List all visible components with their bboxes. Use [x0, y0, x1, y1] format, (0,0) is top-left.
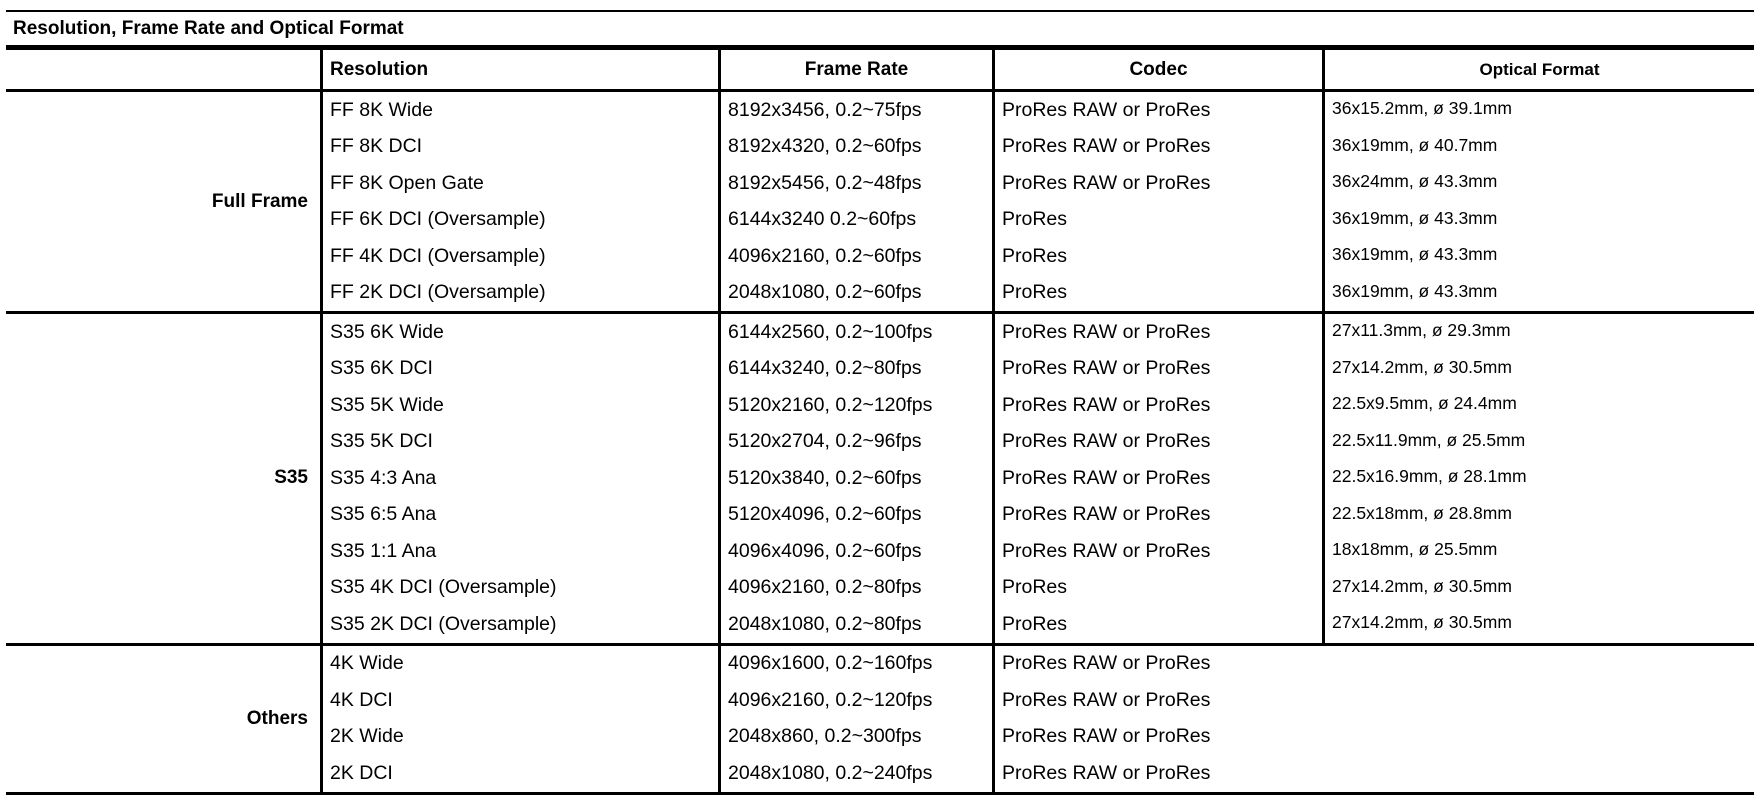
optical-format-cell: 36x19mm, ø 43.3mm [1332, 244, 1498, 264]
codec-cell: ProRes RAW or ProRes [1002, 466, 1211, 489]
frame-rate-cell: 5120x2704, 0.2~96fps [728, 430, 922, 453]
optical-format-cell: 27x14.2mm, ø 30.5mm [1332, 612, 1512, 632]
codec-cell: ProRes RAW or ProRes [1002, 171, 1211, 194]
resolution-cell: 2K Wide [330, 725, 404, 748]
codec-cell: ProRes RAW or ProRes [1002, 539, 1211, 562]
frame-rate-column [718, 314, 992, 643]
optical-format-column [1322, 314, 1754, 643]
frame-rate-column [718, 646, 992, 792]
codec-cell: ProRes RAW or ProRes [1002, 393, 1211, 416]
codec-column [992, 646, 1322, 792]
group-label: Full Frame [211, 190, 308, 212]
group-label: Others [246, 707, 308, 729]
optical-format-column [1322, 646, 1754, 792]
resolution-cell: S35 5K DCI [330, 430, 433, 453]
resolution-cell: FF 2K DCI (Oversample) [330, 281, 546, 304]
frame-rate-cell: 2048x860, 0.2~300fps [728, 725, 922, 748]
header-optical-format: Optical Format [1322, 50, 1754, 92]
frame-rate-cell: 6144x2560, 0.2~100fps [728, 320, 933, 343]
codec-cell: ProRes [1002, 612, 1068, 635]
frame-rate-cell: 6144x3240, 0.2~80fps [728, 357, 922, 380]
codec-column [992, 92, 1322, 311]
optical-format-cell: 36x19mm, ø 40.7mm [1332, 134, 1498, 155]
optical-format-cell: 22.5x18mm, ø 28.8mm [1332, 502, 1512, 523]
resolution-cell: S35 6:5 Ana [330, 503, 437, 526]
resolution-column [320, 92, 718, 311]
table-body [6, 92, 1754, 795]
resolution-cell: FF 4K DCI (Oversample) [330, 244, 546, 267]
frame-rate-cell: 8192x4320, 0.2~60fps [728, 135, 922, 158]
resolution-cell: S35 6K DCI [330, 357, 433, 380]
frame-rate-cell: 4096x2160, 0.2~80fps [728, 576, 922, 599]
group-section [6, 646, 1754, 795]
group-section [6, 92, 1754, 314]
optical-format-cell: 27x14.2mm, ø 30.5mm [1332, 575, 1512, 596]
optical-format-cell: 22.5x11.9mm, ø 25.5mm [1332, 429, 1526, 450]
resolution-column [320, 646, 718, 792]
resolution-cell: 4K Wide [330, 652, 404, 675]
resolution-cell: S35 1:1 Ana [330, 539, 437, 562]
frame-rate-cell: 2048x1080, 0.2~80fps [728, 612, 922, 635]
optical-format-cell [1322, 646, 1754, 683]
frame-rate-cell: 5120x2160, 0.2~120fps [728, 393, 933, 416]
resolution-cell: FF 8K Open Gate [330, 171, 484, 194]
group-label: S35 [274, 467, 308, 489]
optical-format-cell: 36x15.2mm, ø 39.1mm [1332, 98, 1512, 118]
codec-cell: ProRes RAW or ProRes [1002, 135, 1211, 158]
codec-cell: ProRes RAW or ProRes [1002, 761, 1211, 784]
resolution-cell: S35 4:3 Ana [330, 466, 437, 489]
frame-rate-cell: 4096x2160, 0.2~60fps [728, 244, 922, 267]
frame-rate-cell: 5120x3840, 0.2~60fps [728, 466, 922, 489]
codec-cell: ProRes RAW or ProRes [1002, 320, 1211, 343]
header-row [6, 50, 1754, 92]
resolution-cell: FF 6K DCI (Oversample) [330, 208, 546, 231]
optical-format-cell: 36x19mm, ø 43.3mm [1332, 280, 1498, 301]
codec-cell: ProRes RAW or ProRes [1002, 725, 1211, 748]
frame-rate-cell: 5120x4096, 0.2~60fps [728, 503, 922, 526]
frame-rate-cell: 8192x5456, 0.2~48fps [728, 171, 922, 194]
frame-rate-cell: 2048x1080, 0.2~60fps [728, 281, 922, 304]
table-title: Resolution, Frame Rate and Optical Format [6, 10, 1754, 50]
optical-format-cell [1322, 719, 1754, 756]
codec-cell: ProRes RAW or ProRes [1002, 98, 1211, 121]
frame-rate-cell: 4096x4096, 0.2~60fps [728, 539, 922, 562]
optical-format-column [1322, 92, 1754, 311]
optical-format-cell: 27x11.3mm, ø 29.3mm [1332, 320, 1511, 340]
resolution-cell: S35 2K DCI (Oversample) [330, 612, 557, 635]
codec-cell: ProRes [1002, 208, 1068, 231]
resolution-cell: FF 8K Wide [330, 98, 433, 121]
optical-format-cell: 27x14.2mm, ø 30.5mm [1332, 356, 1512, 377]
header-codec: Codec [992, 50, 1322, 92]
frame-rate-cell: 2048x1080, 0.2~240fps [728, 761, 933, 784]
optical-format-cell: 22.5x16.9mm, ø 28.1mm [1332, 466, 1527, 486]
spec-table [6, 10, 1754, 795]
optical-format-cell: 18x18mm, ø 25.5mm [1332, 539, 1498, 559]
optical-format-cell [1322, 755, 1754, 792]
resolution-cell: 2K DCI [330, 761, 393, 784]
frame-rate-column [718, 92, 992, 311]
group-section [6, 314, 1754, 646]
frame-rate-cell: 8192x3456, 0.2~75fps [728, 98, 922, 121]
codec-cell: ProRes [1002, 576, 1068, 599]
header-group [6, 50, 320, 92]
optical-format-cell: 36x19mm, ø 43.3mm [1332, 207, 1498, 228]
resolution-cell: S35 4K DCI (Oversample) [330, 576, 557, 599]
codec-column [992, 314, 1322, 643]
header-resolution: Resolution [320, 50, 718, 92]
resolution-cell: S35 6K Wide [330, 320, 444, 343]
resolution-cell: 4K DCI [330, 688, 393, 711]
codec-cell: ProRes RAW or ProRes [1002, 688, 1211, 711]
codec-cell: ProRes RAW or ProRes [1002, 503, 1211, 526]
resolution-column [320, 314, 718, 643]
frame-rate-cell: 4096x1600, 0.2~160fps [728, 652, 933, 675]
codec-cell: ProRes RAW or ProRes [1002, 357, 1211, 380]
header-frame-rate: Frame Rate [718, 50, 992, 92]
codec-cell: ProRes RAW or ProRes [1002, 430, 1211, 453]
optical-format-cell [1322, 682, 1754, 719]
codec-cell: ProRes [1002, 244, 1068, 267]
codec-cell: ProRes RAW or ProRes [1002, 652, 1211, 675]
frame-rate-cell: 6144x3240 0.2~60fps [728, 208, 917, 231]
optical-format-cell: 36x24mm, ø 43.3mm [1332, 171, 1498, 191]
codec-cell: ProRes [1002, 281, 1068, 304]
optical-format-cell: 22.5x9.5mm, ø 24.4mm [1332, 393, 1517, 413]
resolution-cell: S35 5K Wide [330, 393, 444, 416]
frame-rate-cell: 4096x2160, 0.2~120fps [728, 688, 933, 711]
resolution-cell: FF 8K DCI [330, 135, 423, 158]
